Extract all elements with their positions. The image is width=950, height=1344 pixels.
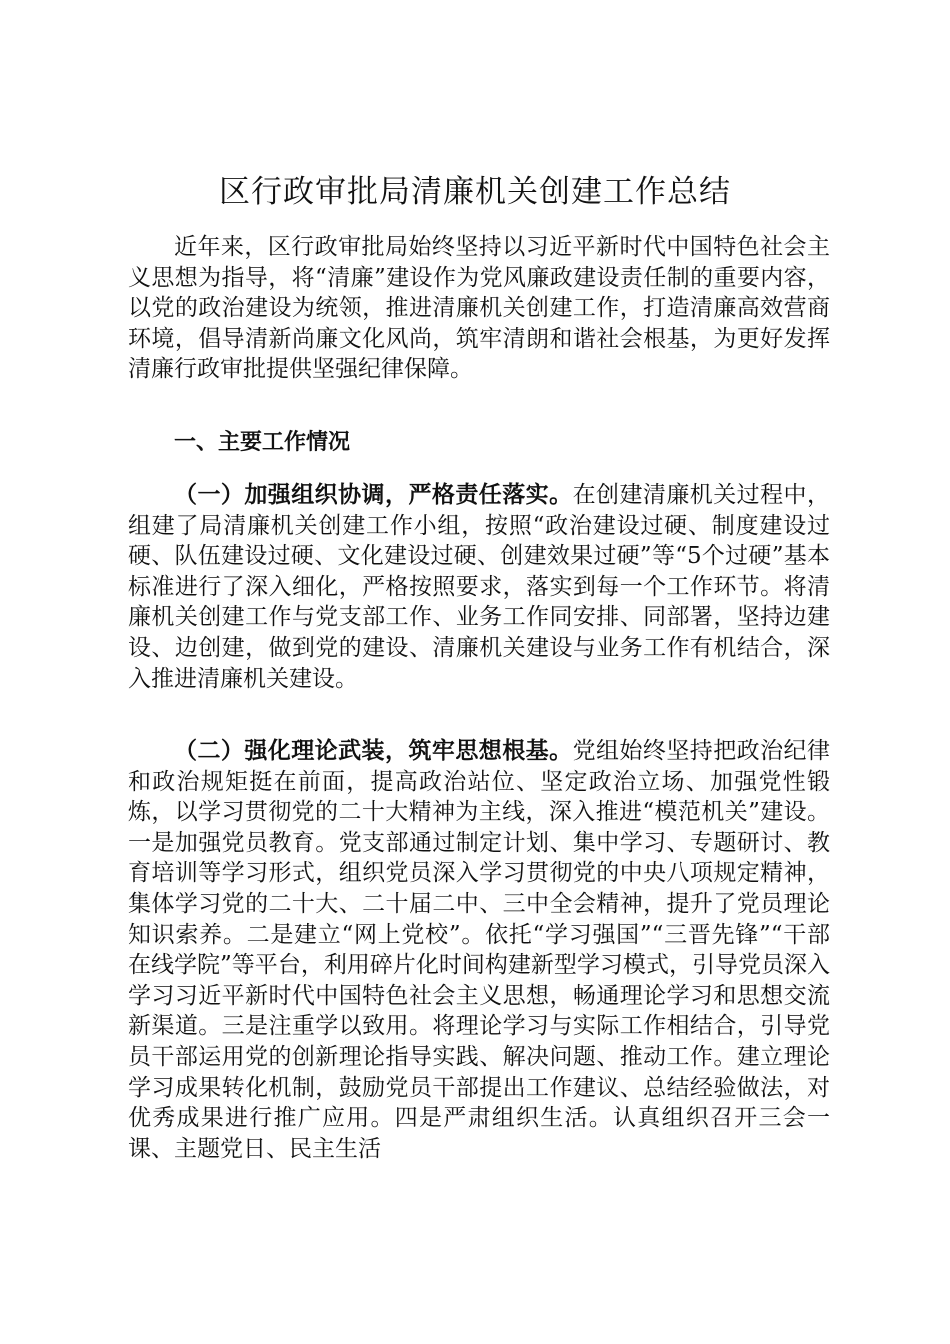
section-item-2-body: 党组始终坚持把政治纪律和政治规矩挺在前面，提高政治站位、坚定政治立场、加强党性锻炼，以学习贯彻党的二十大精神为主线，深入推进“模范机关”建设。一是加强党员教育。党支部通过制定计划、集中学习、专题研讨、教育培训等学习形式，组织党员深入学习贯彻党的中央八项规定精神，集体学习党的二十大、二十届二中、三中全会精神，提升了党员理论知识索养。二是建立“网上党校”。依托“学习强国”“三晋先锋”“干部在线学院”等平台，利用碎片化时间构建新型学习模式，引导党员深入学习习近平新时代中国特色社会主义思想，畅通理论学习和思想交流新渠道。三是注重学以致用。将理论学习与实际工作相结合，引导党员干部运用党的创新理论指导实践、解决问题、推动工作。建立理论学习成果转化机制，鼓励党员干部提出工作建议、总结经验做法，对优秀成果进行推广应用。四是严肃组织生活。认真组织召开三会一课、主题党日、民主生活 — [128, 738, 831, 1162]
section-item-1-lead: （一）加强组织协调，严格责任落实。 — [174, 482, 573, 508]
section-heading: 一、主要工作情况 — [174, 430, 351, 455]
section-item-1-body: 在创建清廉机关过程中，组建了局清廉机关创建工作小组，按照“政治建设过硬、制度建设过硬、队伍建设过硬、文化建设过硬、创建效果过硬”等“5个过硬”基本标准进行了深入细化，严格按照要求，落实到每一个工作环节。将清廉机关创建工作与党支部工作、业务工作同安排、同部署，坚持边建设、边创建，做到党的建设、清廉机关建设与业务工作有机结合，深入推进清廉机关建设。 — [128, 482, 831, 692]
document-title: 区行政审批局清廉机关创建工作总结 — [219, 174, 731, 210]
section-item-1 — [128, 480, 830, 694]
section-item-2-lead: （二）强化理论武装，筑牢思想根基。 — [174, 738, 573, 764]
intro-paragraph: 近年来，区行政审批局始终坚持以习近平新时代中国特色社会主义思想为指导，将“清廉”建设作为党风廉政建设责任制的重要内容，以党的政治建设为统领，推进清廉机关创建工作，打造清廉高效营商环境，倡导清新尚廉文化风尚，筑牢清朗和谐社会根基，为更好发挥清廉行政审批提供坚强纪律保障。 — [128, 234, 830, 383]
section-item-2 — [128, 736, 830, 1164]
